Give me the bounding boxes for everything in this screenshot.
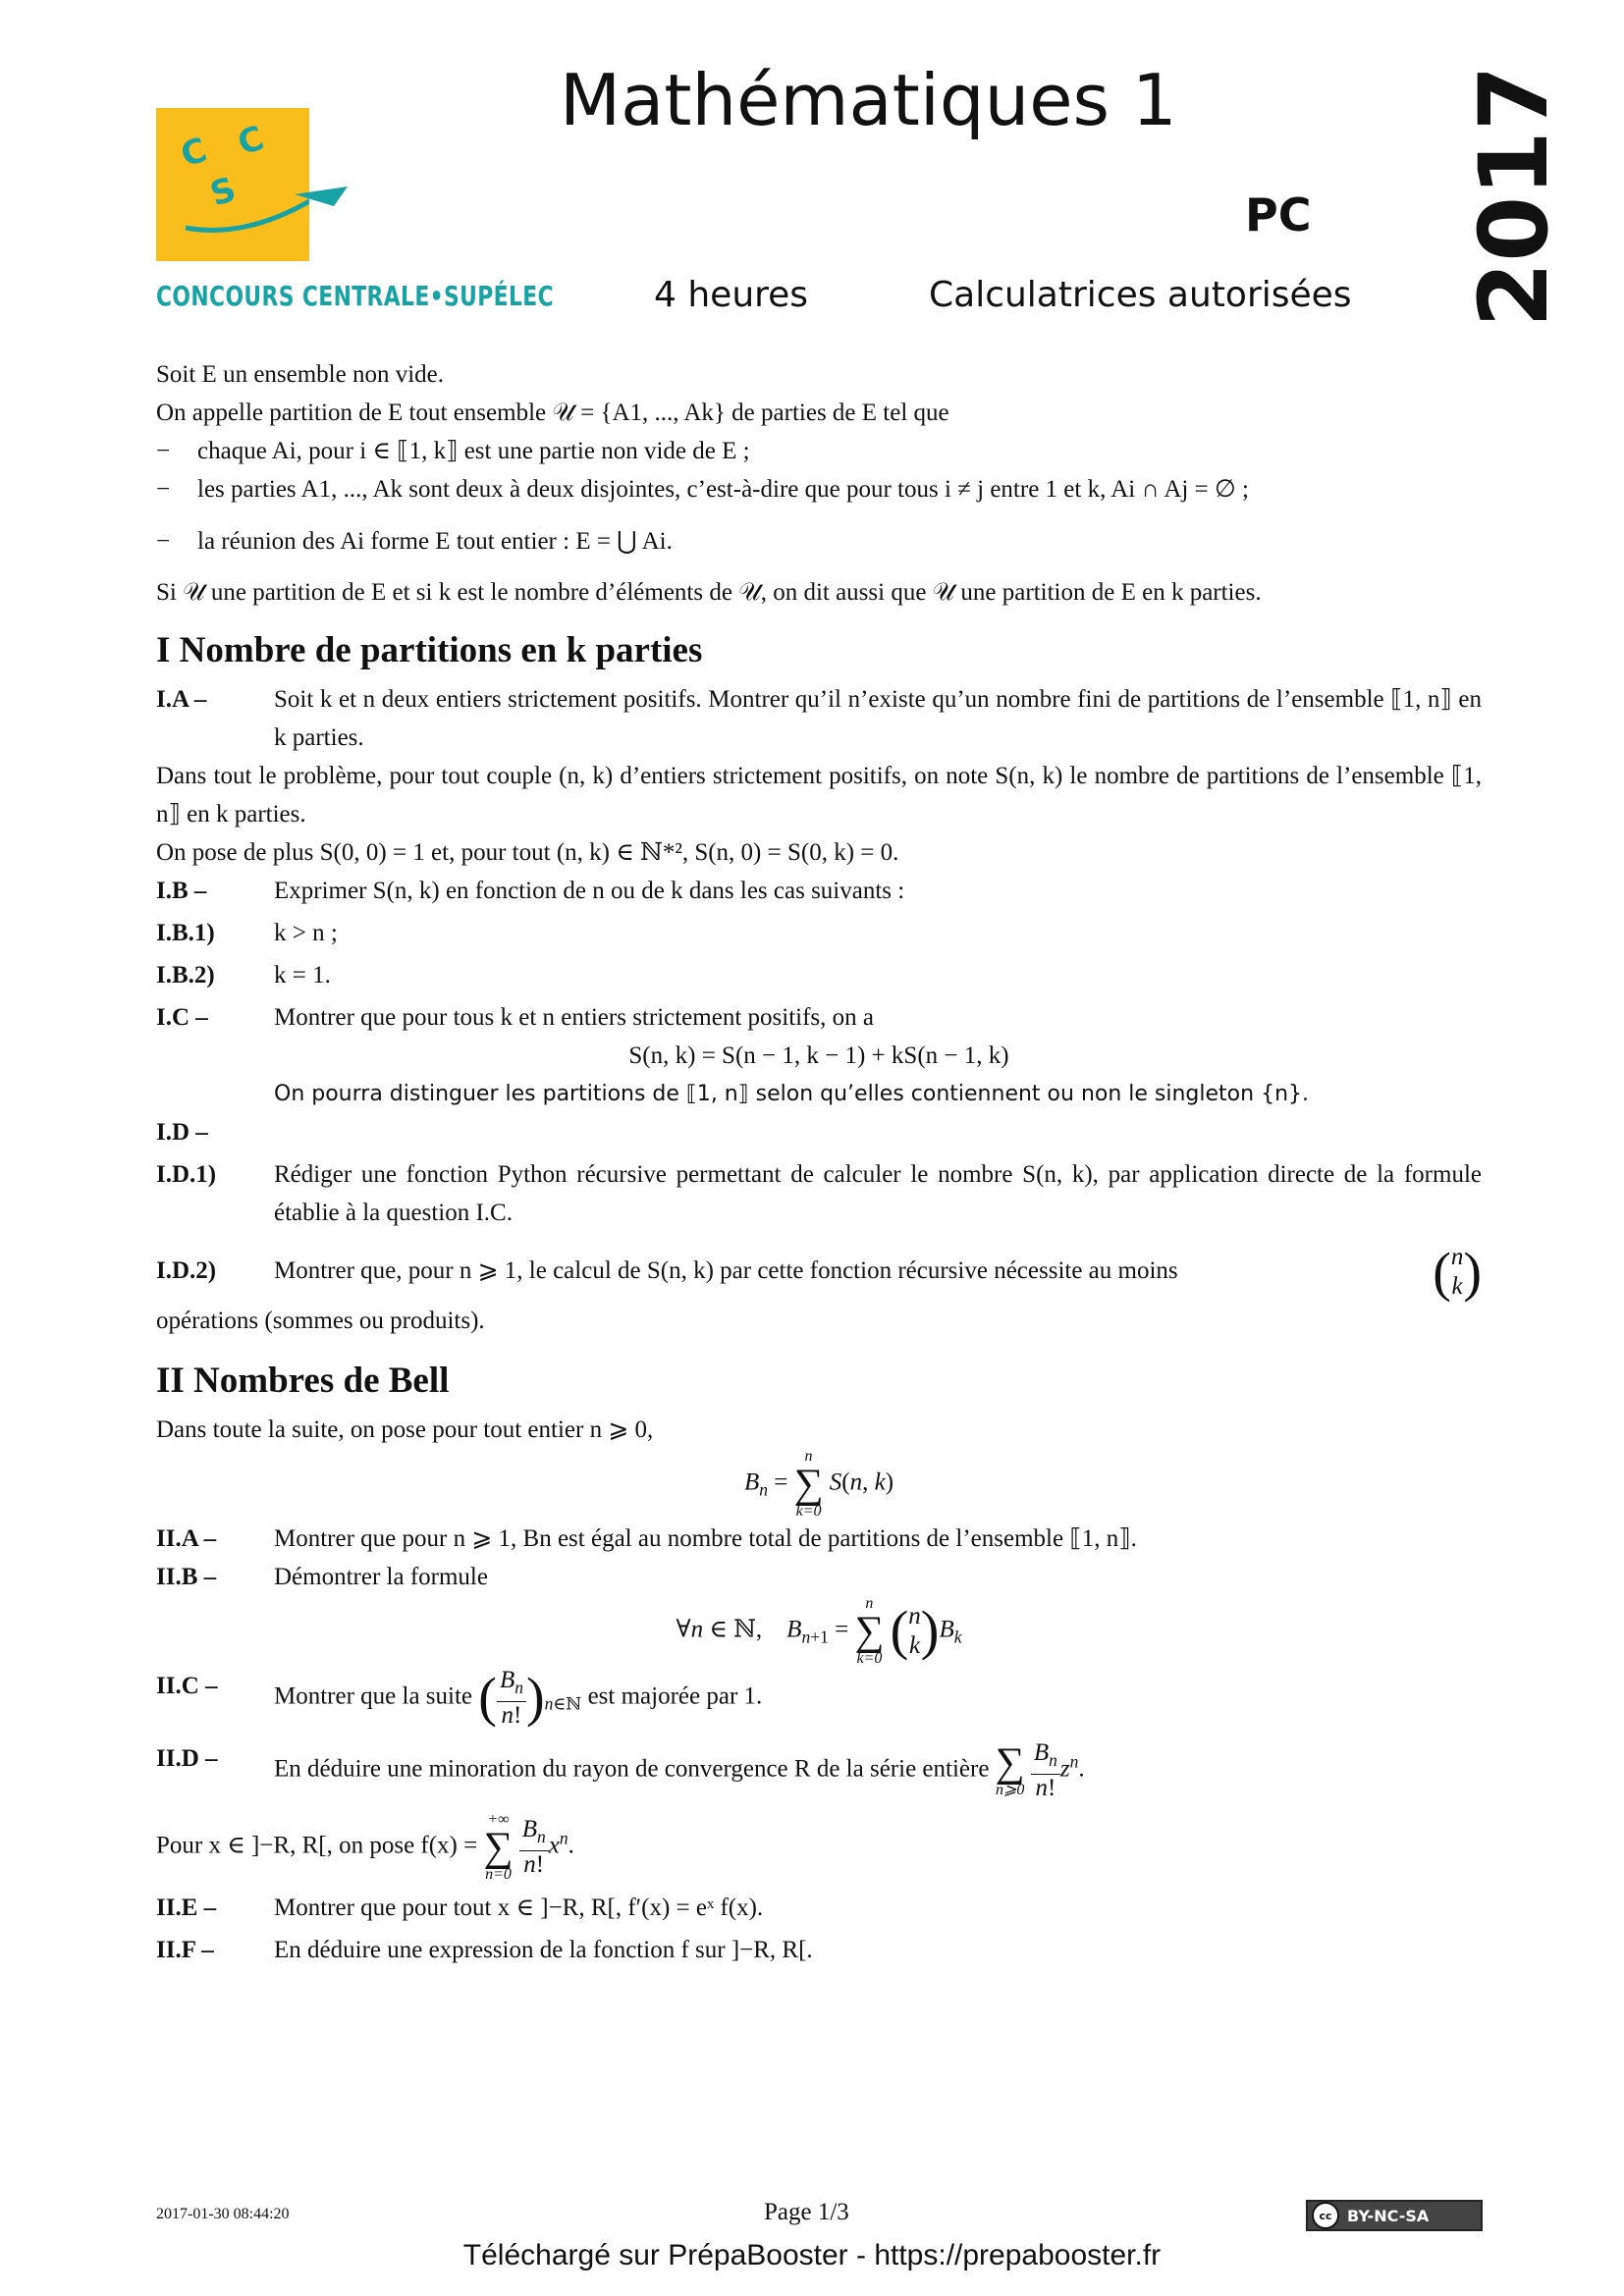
question-IA (156, 680, 1482, 757)
formula-bell-recurrence: ∀n ∈ ℕ, $B_{n+1}$ = n ∑ k=0 ( n k )$B_k$ (676, 1595, 962, 1668)
question-IIB (156, 1558, 1482, 1596)
logo-letter-c1: C (176, 130, 212, 176)
binom-n-k: ( n k ) (1433, 1242, 1482, 1304)
paragraph-convention: On pose de plus S(0, 0) = 1 et, pour tout (n, k) ∈ ℕ*², S(n, 0) = S(0, k) = 0. (156, 839, 899, 866)
question-label: I.A – (156, 686, 207, 713)
section-1-title: I Nombre de partitions en k parties (156, 630, 703, 670)
logo-swoosh (186, 187, 309, 230)
formula-bell-definition: $B_n$ = n ∑ k=0 S(n, k) (743, 1448, 894, 1521)
question-ID1 (156, 1155, 1482, 1232)
question-label: I.D.2) (156, 1257, 217, 1284)
page-title: Mathématiques 1 (560, 59, 1177, 141)
formula-recurrence: S(n, k) = S(n − 1, k − 1) + kS(n − 1, k) (628, 1042, 1009, 1069)
logo-text: CONCOURS CENTRALE•SUPÉLEC (156, 280, 555, 312)
question-IB (156, 872, 1482, 910)
question-text-end: est majorée par 1. (587, 1683, 763, 1710)
intro-line-3: Si 𝒰 une partition de E et si k est le nombre d’éléments de 𝒰, on dit aussi que 𝒰 une partition de E en k parties. (156, 579, 1262, 606)
question-text: Montrer que, pour n ⩾ 1, le calcul de S(n, k) par cette fonction récursive nécessite au moins (274, 1257, 1178, 1284)
logo-letter-s: S (205, 169, 242, 215)
question-IC (156, 998, 1482, 1037)
question-label: II.B – (156, 1564, 217, 1591)
duration-label: 4 heures (654, 275, 809, 315)
question-IIA (156, 1520, 1482, 1558)
intro-line-1: Soit E un ensemble non vide. (156, 361, 445, 388)
question-ID2 (156, 1242, 1482, 1304)
question-ID (156, 1113, 1482, 1151)
question-IB1 (156, 914, 1482, 952)
question-text: Montrer que la suite (274, 1683, 473, 1710)
question-label: I.B – (156, 878, 207, 904)
paragraph-definition: Dans tout le problème, pour tout couple (n, k) d’entiers strictement positifs, on note S(n, k) le nombre de partitions de l’ensemble ⟦1, n⟧ en k parties. (156, 763, 1482, 828)
license-badge[interactable] (1306, 2200, 1483, 2231)
section-2-intro: Dans toute la suite, on pose pour tout entier n ⩾ 0, (156, 1416, 654, 1444)
logo-arrow-icon (295, 177, 353, 216)
question-IID: II.D – En déduire une minoration du rayon de convergence R de la série entière ∑ n⩾0 $\frac{B_n}{n!}$ $z^n$. (156, 1739, 1085, 1802)
question-text: k > n ; (274, 920, 338, 946)
question-text: Exprimer S(n, k) en fonction de n ou de k dans les cas suivants : (274, 878, 905, 904)
question-label: II.A – (156, 1525, 217, 1553)
question-label: I.B.1) (156, 920, 215, 946)
question-label: I.C – (156, 1004, 208, 1031)
question-IIE (156, 1889, 1482, 1927)
question-label: II.E – (156, 1895, 217, 1922)
question-text: k = 1. (274, 962, 331, 988)
intro-line-2: On appelle partition de E tout ensemble 𝒰 = {A1, ..., Ak} de parties de E tel que (156, 400, 949, 426)
hint-IC: On pourra distinguer les partitions de ⟦1, n⟧ selon qu’elles contiennent ou non le singleton {n}. (274, 1082, 1310, 1106)
license-text: BY-NC-SA (1347, 2206, 1430, 2225)
question-label: II.D – (156, 1745, 218, 1773)
question-text: Montrer que pour n ⩾ 1, Bn est égal au nombre total de partitions de l’ensemble ⟦1, n⟧. (274, 1525, 1137, 1553)
intro-bullet-2: − les parties A1, ..., Ak sont deux à deux disjointes, c’est-à-dire que pour tous i ≠ j entre 1 et k, Ai ∩ Aj = ∅ ; (156, 470, 1482, 508)
question-IIF (156, 1931, 1482, 1969)
question-IB2 (156, 956, 1482, 994)
track-label: PC (1245, 188, 1312, 241)
ccs-logo (156, 108, 309, 261)
question-text: En déduire une expression de la fonction f sur ]−R, R[. (274, 1937, 813, 1964)
year-text: 2017 (1459, 65, 1569, 328)
creative-commons-icon: cc (1312, 2202, 1339, 2229)
footer-page-number: Page 1/3 (764, 2199, 849, 2225)
intro-bullet-1: − chaque Ai, pour i ∈ ⟦1, k⟧ est une partie non vide de E ; (156, 432, 1482, 470)
exam-content (156, 355, 1482, 1969)
calculators-label: Calculatrices autorisées (929, 275, 1352, 315)
download-source-link[interactable]: Téléchargé sur PrépaBooster - https://prepabooster.fr (462, 2239, 1162, 2271)
f-definition-text: Pour x ∈ ]−R, R[, on pose f(x) = (156, 1833, 478, 1859)
question-label: I.D – (156, 1119, 208, 1146)
footer-timestamp: 2017-01-30 08:44:20 (156, 2206, 290, 2222)
question-label: I.D.1) (156, 1161, 217, 1188)
year-label (1459, 65, 1569, 328)
paragraph-f-definition: Pour x ∈ ]−R, R[, on pose f(x) = +∞ ∑ n=0 $\frac{B_n}{n!}$ $x^n$. (156, 1811, 574, 1884)
question-ID2-end: opérations (sommes ou produits). (156, 1308, 485, 1335)
question-text: Soit k et n deux entiers strictement positifs. Montrer qu’il n’existe qu’un nombre fini de partitions de l’ensemble ⟦1, n⟧ en k parties. (274, 686, 1482, 751)
question-label: I.B.2) (156, 962, 215, 988)
question-label: II.C – (156, 1673, 218, 1700)
logo-letter-c2: C (233, 118, 269, 164)
question-text: Rédiger une fonction Python récursive permettant de calculer le nombre S(n, k), par application directe de la formule établie à la question I.C. (274, 1161, 1482, 1226)
question-text: Démontrer la formule (274, 1564, 488, 1591)
ccs-logo-graphic (156, 108, 309, 261)
question-text: Montrer que pour tous k et n entiers strictement positifs, on a (274, 1004, 874, 1031)
question-IIC: II.C – Montrer que la suite ( $\frac{B_n}{n!}$ )$_{n\in ℕ}$ est majorée par 1. (156, 1667, 763, 1730)
question-text: En déduire une minoration du rayon de convergence R de la série entière (274, 1756, 990, 1783)
question-text: Montrer que pour tout x ∈ ]−R, R[, f′(x) = eˣ f(x). (274, 1895, 764, 1922)
question-label: II.F – (156, 1937, 214, 1964)
section-2-title: II Nombres de Bell (156, 1361, 450, 1402)
intro-bullet-3: − la réunion des Ai forme E tout entier : E = ⋃ Ai. (156, 516, 1482, 567)
